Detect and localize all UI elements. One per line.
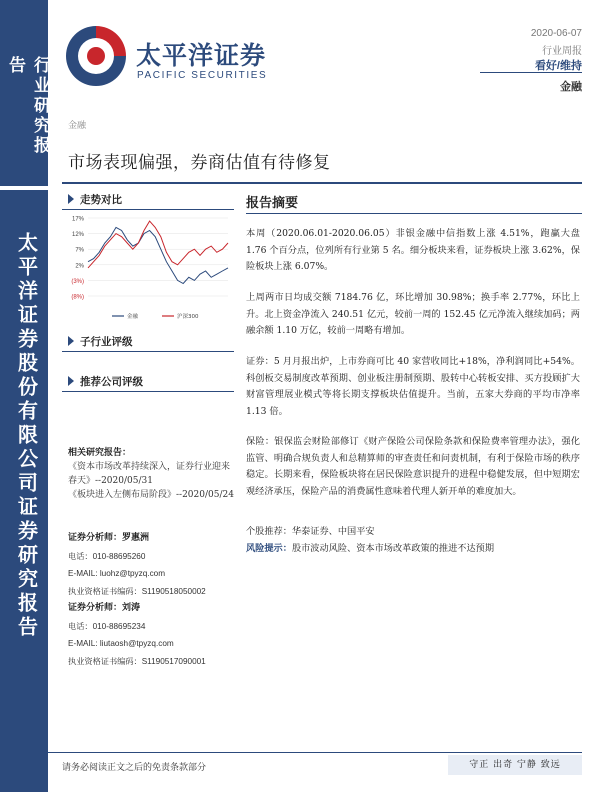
analyst-email[interactable]: E-MAIL: liutaosh@tpyzq.com (68, 639, 174, 648)
analyst-name: 证券分析师：刘涛 (68, 603, 141, 613)
brand-name-en: PACIFIC SECURITIES (137, 70, 268, 81)
analyst-cert: 执业资格证书编码：S1190517090001 (68, 656, 206, 666)
trend-section-header (62, 190, 234, 208)
y-tick-label: (8%) (71, 294, 84, 301)
analyst-cert: 执业资格证书编码：S1190518050002 (68, 586, 206, 596)
header-rule (480, 72, 582, 73)
risk-warning (246, 541, 580, 558)
series-line-金融 (88, 227, 228, 283)
y-tick-label: 17% (71, 216, 84, 223)
title-rule (62, 182, 582, 184)
analyst-phone: 电话：010-88695260 (68, 551, 146, 561)
triangle-bullet-icon (68, 336, 74, 346)
report-type: 行业周报 (542, 46, 582, 57)
category-label: 金融 (68, 121, 87, 131)
sub-rating-section-header (62, 332, 234, 350)
section-rule (62, 351, 234, 352)
sidebar-report-category: 行业研究报告 (5, 56, 50, 156)
analyst-block (68, 530, 240, 600)
company-rating-section-label: 推荐公司评级 (80, 376, 143, 388)
legend-label: 沪深300 (177, 314, 199, 320)
abstract-paragraph: 上周两市日均成交额 7184.76 亿，环比增加 30.98%；换手率 2.77%，环比上升。北上资金净流入 240.51 亿元，较前一周的 152.45 亿元净流入继续加码；两融余额 1.10 万亿，较前一周略有增加。 (246, 292, 580, 336)
y-tick-label: (3%) (71, 278, 84, 285)
pacific-securities-logo-icon (62, 22, 130, 90)
footer-motto: 守正 出奇 宁静 致远 (448, 755, 582, 775)
triangle-bullet-icon (68, 376, 74, 386)
related-report-item[interactable]: 《板块进入左侧布局阶段》--2020/05/24 (68, 490, 234, 500)
stock-recommendation: 个股推荐：华泰证券、中国平安 (246, 526, 375, 537)
brand-name-cn: 太平洋证券 (136, 41, 267, 70)
related-reports (68, 446, 238, 502)
page-title: 市场表现偏强，券商估值有待修复 (68, 153, 331, 173)
sub-rating-section-label: 子行业评级 (80, 336, 133, 348)
y-tick-label: 12% (71, 232, 84, 239)
trend-chart (62, 212, 234, 326)
trend-section-label: 走势对比 (80, 194, 122, 206)
analyst-phone: 电话：010-88695234 (68, 621, 146, 631)
triangle-bullet-icon (68, 194, 74, 204)
abstract-paragraph: 本周（2020.06.01-2020.06.05）非银金融中信指数上涨 4.51%，跑赢大盘 1.76 个百分点，位列所有行业第 5 名。细分板块来看，证券板块上涨 3.62%，保险板块上涨 6.07%。 (246, 228, 580, 272)
industry-rating: 看好/维持 (534, 60, 582, 72)
series-line-沪深300 (88, 221, 228, 268)
abstract-paragraph: 保险：银保监会财险部修订《财产保险公司保险条款和保险费率管理办法》，强化监管、明确合规负责人和总精算师的审查责任和问责机制，有利于保险市场的秩序稳定。长期来看，保险板块将在居民保险意识提升的进程中稳健发展，但中短期宏观经济承压，保险产品的消费属性意味着代理人新开单的难度加大。 (246, 436, 580, 497)
risk-text: 股市波动风险、资本市场改革政策的推进不达预期 (291, 543, 495, 554)
company-rating-section-header (62, 372, 234, 390)
section-rule (62, 391, 234, 392)
report-date: 2020-06-07 (530, 28, 582, 39)
footer-rule (48, 752, 582, 753)
left-sidebar (0, 0, 48, 792)
y-tick-label: 7% (75, 247, 84, 254)
legend-label: 金融 (127, 314, 139, 320)
abstract-paragraph: 证券：5 月月报出炉，上市券商可比 40 家营收同比+18%，净利润同比+54%。科创板交易制度改革预期、创业板注册制预期、股转中心转板安排、买方投顾扩大财富管理展业模式等将长期支撑板块估值提升。当前，五家大券商的平均市净率 1.13 倍。 (246, 356, 580, 417)
risk-label: 风险提示： (246, 543, 292, 554)
analyst-name: 证券分析师：罗惠洲 (68, 533, 150, 543)
section-rule (62, 209, 234, 210)
related-reports-heading: 相关研究报告： (68, 448, 132, 458)
sector-label: 金融 (560, 81, 582, 93)
related-report-item[interactable]: 《资本市场改革持续深入，证券行业迎来春天》--2020/05/31 (68, 462, 231, 486)
analyst-email[interactable]: E-MAIL: luohz@tpyzq.com (68, 569, 166, 578)
analyst-block (68, 600, 240, 670)
y-tick-label: 2% (75, 263, 84, 270)
sidebar-company-name: 太平洋证券股份有限公司证券研究报告 (14, 232, 39, 640)
abstract-heading: 报告摘要 (246, 196, 299, 211)
footer-disclaimer: 请务必阅读正文之后的免责条款部分 (62, 763, 207, 773)
abstract-rule (246, 213, 582, 214)
